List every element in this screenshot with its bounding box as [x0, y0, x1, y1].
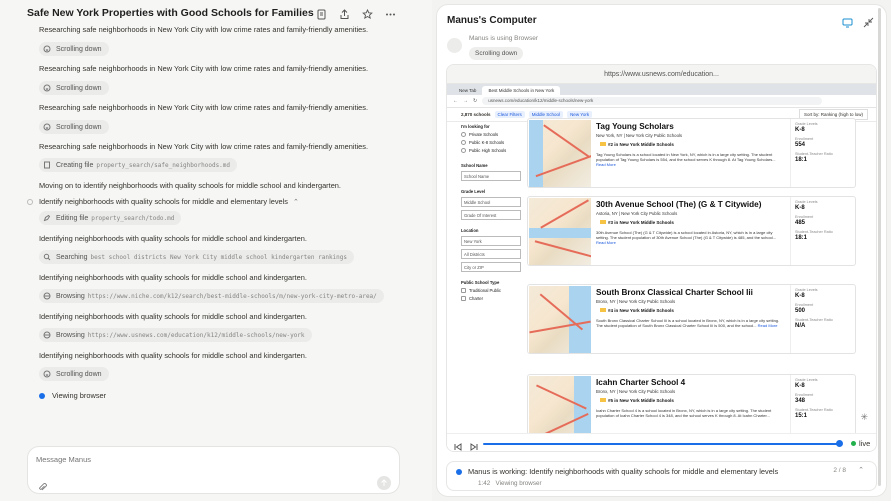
feed-text: Researching safe neighborhoods in New York City with low crime rates and family-friendly amenities.	[39, 64, 369, 73]
school-card[interactable]	[527, 284, 856, 354]
chat-title: Safe New York Properties with Good Schools for Families	[27, 7, 314, 19]
school-desc: Tag Young Scholars is a school located in New York, NY, which is in a large city setting. The student population of Tag Young Scholars is 554, and the school serves K through 8. At Tag Young Scholars... Read More	[596, 152, 776, 167]
scroll-icon	[43, 370, 51, 378]
subtask-status-icon	[27, 199, 33, 205]
back-icon[interactable]: ←	[453, 98, 458, 104]
school-desc: South Bronx Classical Charter School Iii is a school located in Bronx, NY, which is in a large city setting. The student population of South Bronx Classical Charter School Iii is 500, and the school... Read More	[596, 318, 780, 328]
computer-title: Manus's Computer	[447, 15, 537, 26]
send-button[interactable]	[377, 476, 391, 490]
feed-text: Identifying neighborhoods with quality schools for middle school and kindergarten.	[39, 273, 307, 282]
search-icon	[43, 253, 51, 261]
arrow-up-icon	[377, 476, 391, 490]
viewer-url: https://www.usnews.com/education...	[447, 65, 876, 84]
grade-interest-select[interactable]: Grade Of Interest	[461, 210, 521, 220]
tool-status	[447, 35, 538, 60]
edit-icon	[43, 214, 51, 222]
rank-badge-icon	[600, 220, 606, 224]
school-rank: #4 in New York Middle Schools	[600, 308, 674, 313]
action-chip[interactable]: Scrolling down	[39, 367, 109, 381]
school-location: Astoria, NY | New York City Public Schools	[596, 211, 678, 216]
school-name[interactable]: Icahn Charter School 4	[596, 378, 686, 387]
school-desc: 30th Avenue School (The) (G & T Citywide) is a school located in Astoria, NY, which is in a large city setting. The student population of 30th Avenue School (The) (G & T Citywide) is 485, and the school... Read More	[596, 230, 777, 245]
scroll-icon	[43, 45, 51, 53]
reload-icon[interactable]: ↻	[473, 98, 478, 104]
school-map	[529, 198, 591, 265]
rank-badge-icon	[600, 142, 606, 146]
message-composer	[27, 446, 400, 494]
rank-badge-icon	[600, 398, 606, 402]
action-chip[interactable]: Scrolling down	[39, 42, 109, 56]
school-name[interactable]: South Bronx Classical Charter School Iii	[596, 288, 753, 297]
skip-back-icon[interactable]	[453, 439, 463, 449]
school-location: Bronx, NY | New York City Public Schools	[596, 299, 676, 304]
tab-active[interactable]: Best Middle Schools in New York	[482, 86, 560, 95]
progress-knob[interactable]	[836, 440, 843, 447]
live-dot-icon	[851, 441, 856, 446]
scroll-icon	[43, 84, 51, 92]
globe-icon	[43, 331, 51, 339]
school-stats: Grade Levels K-8 Enrollment 500 Student-Teacher Ratio N/A	[790, 285, 856, 353]
school-desc: Icahn Charter School 4 is a school located in Bronx, NY, which is in a large city setting. The student population of Icahn Charter School 4 is 348, and the school serves K through 8. At Icahn Charter...	[596, 408, 772, 418]
city-input[interactable]: City or ZIP	[461, 262, 521, 272]
monitor-icon[interactable]	[842, 15, 853, 26]
status-text: Manus is working: Identify neighborhoods with quality schools for middle and elementary levels	[468, 467, 779, 476]
feed-text: Identifying neighborhoods with quality schools for middle school and kindergarten.	[39, 312, 307, 321]
school-stats: Grade Levels K-8 Enrollment 485 Student-Teacher Ratio 18:1	[790, 197, 856, 265]
address-bar[interactable]: usnews.com/education/k12/middle-schools/new-york	[482, 97, 822, 105]
chat-header	[0, 0, 432, 26]
tool-action: Scrolling down	[469, 47, 523, 60]
checkbox-traditional[interactable]: Traditional Public	[461, 288, 521, 293]
feed-text: Identifying neighborhoods with quality schools for middle school and kindergarten.	[39, 234, 307, 243]
active-dot-icon	[39, 393, 45, 399]
state-select[interactable]: New York	[461, 236, 521, 246]
star-icon[interactable]	[362, 7, 373, 18]
school-name[interactable]: Tag Young Scholars	[596, 122, 674, 131]
file-icon	[43, 161, 51, 169]
read-more-link[interactable]: Read More	[596, 240, 616, 245]
more-icon[interactable]	[385, 7, 396, 18]
working-dot-icon	[456, 469, 462, 475]
playback-bar	[447, 433, 877, 452]
grade-select[interactable]: Middle School	[461, 197, 521, 207]
school-stats: Grade Levels K-8 Enrollment 554 Student-Teacher Ratio 18:1	[790, 119, 856, 187]
sort-select[interactable]: Sort by: Ranking (high to low)	[799, 109, 868, 120]
skip-forward-icon[interactable]	[469, 439, 479, 449]
school-map	[529, 286, 591, 353]
globe-icon	[43, 292, 51, 300]
feed-text: Moving on to identify neighborhoods with quality schools for middle school and kindergarten.	[39, 181, 341, 190]
computer-panel	[436, 4, 887, 497]
tab-new[interactable]: New Tab	[459, 88, 477, 93]
school-location: Bronx, NY | New York City Public Schools	[596, 389, 676, 394]
checkbox-charter[interactable]: Charter	[461, 296, 521, 301]
filter-pill[interactable]: Middle School	[529, 111, 563, 118]
filter-sidebar: I'm looking for Private Schools Public K-8 Schools Public High Schools School Name School Name Grade Level Middle School Grade Of Interest Location New York All Districts City or ZIP Public School Type Traditional Public Charter	[461, 124, 521, 304]
tool-label: Manus is using Browser	[469, 35, 538, 42]
school-card[interactable]	[527, 118, 856, 188]
school-card[interactable]	[527, 196, 856, 266]
radio-k8[interactable]: Public K-8 Schools	[461, 140, 521, 145]
live-indicator[interactable]: live	[851, 439, 870, 448]
collapse-icon[interactable]	[863, 15, 874, 26]
school-map	[529, 120, 591, 187]
radio-private[interactable]: Private Schools	[461, 132, 521, 137]
subtask-item[interactable]: Identify neighborhoods with quality schools for middle and elementary levels ⌃	[27, 197, 299, 206]
school-rank: #2 in New York Middle Schools	[600, 142, 674, 147]
browser-tool-icon	[447, 38, 462, 53]
chevron-up-icon[interactable]: ⌃	[858, 467, 864, 474]
feed-text: Researching safe neighborhoods in New York City with low crime rates and family-friendly amenities.	[39, 103, 369, 112]
action-chip[interactable]: Creating file property_search/safe_neighborhoods.md	[39, 158, 237, 172]
forward-icon[interactable]: →	[463, 98, 468, 104]
feed-text: Researching safe neighborhoods in New York City with low crime rates and family-friendly amenities.	[39, 142, 369, 151]
school-stats: Grade Levels K-8 Enrollment 348 Student-Teacher Ratio 15:1	[790, 375, 856, 443]
school-name-input[interactable]: School Name	[461, 171, 521, 181]
viewing-status: Viewing browser	[39, 391, 106, 400]
school-name[interactable]: 30th Avenue School (The) (G & T Citywide)	[596, 200, 762, 209]
share-icon[interactable]	[339, 7, 350, 18]
action-chip[interactable]: Searching best school districts New York City middle school kindergarten rankings	[39, 250, 354, 264]
browser-viewer	[446, 64, 877, 452]
district-select[interactable]: All Districts	[461, 249, 521, 259]
browser-screenshot	[447, 84, 877, 433]
feed-text: Identifying neighborhoods with quality schools for middle school and kindergarten.	[39, 351, 307, 360]
action-chip[interactable]: Editing file property_search/todo.md	[39, 211, 181, 225]
task-status[interactable]	[446, 461, 877, 491]
chevron-up-icon[interactable]: ⌃	[292, 198, 299, 206]
feed-text: Researching safe neighborhoods in New York City with low crime rates and family-friendly amenities.	[39, 25, 369, 34]
action-chip[interactable]: Browsing https://www.usnews.com/education/k12/middle-schools/new-york	[39, 328, 312, 342]
sparkle-icon[interactable]: ✳	[860, 412, 868, 422]
step-count: 2 / 8	[833, 467, 846, 474]
school-rank: #3 in New York Middle Schools	[600, 220, 674, 225]
action-chip[interactable]: Browsing https://www.niche.com/k12/search/best-middle-schools/m/new-york-city-metro-area/	[39, 289, 384, 303]
scroll-icon	[43, 123, 51, 131]
school-location: New York, NY | New York City Public Schools	[596, 133, 683, 138]
result-count: 2,870 schools	[461, 112, 491, 117]
chat-panel	[0, 0, 432, 501]
rank-badge-icon	[600, 308, 606, 312]
filter-pill[interactable]: New York	[567, 111, 592, 118]
school-rank: #5 in New York Middle Schools	[600, 398, 674, 403]
share-file-icon[interactable]	[316, 7, 327, 18]
status-time: 1:42	[478, 480, 491, 487]
clear-filters[interactable]: Clear Filters	[495, 111, 525, 118]
read-more-link[interactable]: Read More	[596, 162, 616, 167]
action-chip[interactable]: Scrolling down	[39, 120, 109, 134]
message-input[interactable]	[36, 455, 336, 464]
action-chip[interactable]: Scrolling down	[39, 81, 109, 95]
window-scrollbar[interactable]	[878, 8, 881, 486]
radio-high[interactable]: Public High Schools	[461, 148, 521, 153]
paperclip-icon[interactable]	[38, 479, 47, 488]
progress-track[interactable]	[483, 443, 839, 445]
read-more-link[interactable]: Read More	[757, 323, 778, 328]
status-sub: Viewing browser	[495, 480, 542, 487]
